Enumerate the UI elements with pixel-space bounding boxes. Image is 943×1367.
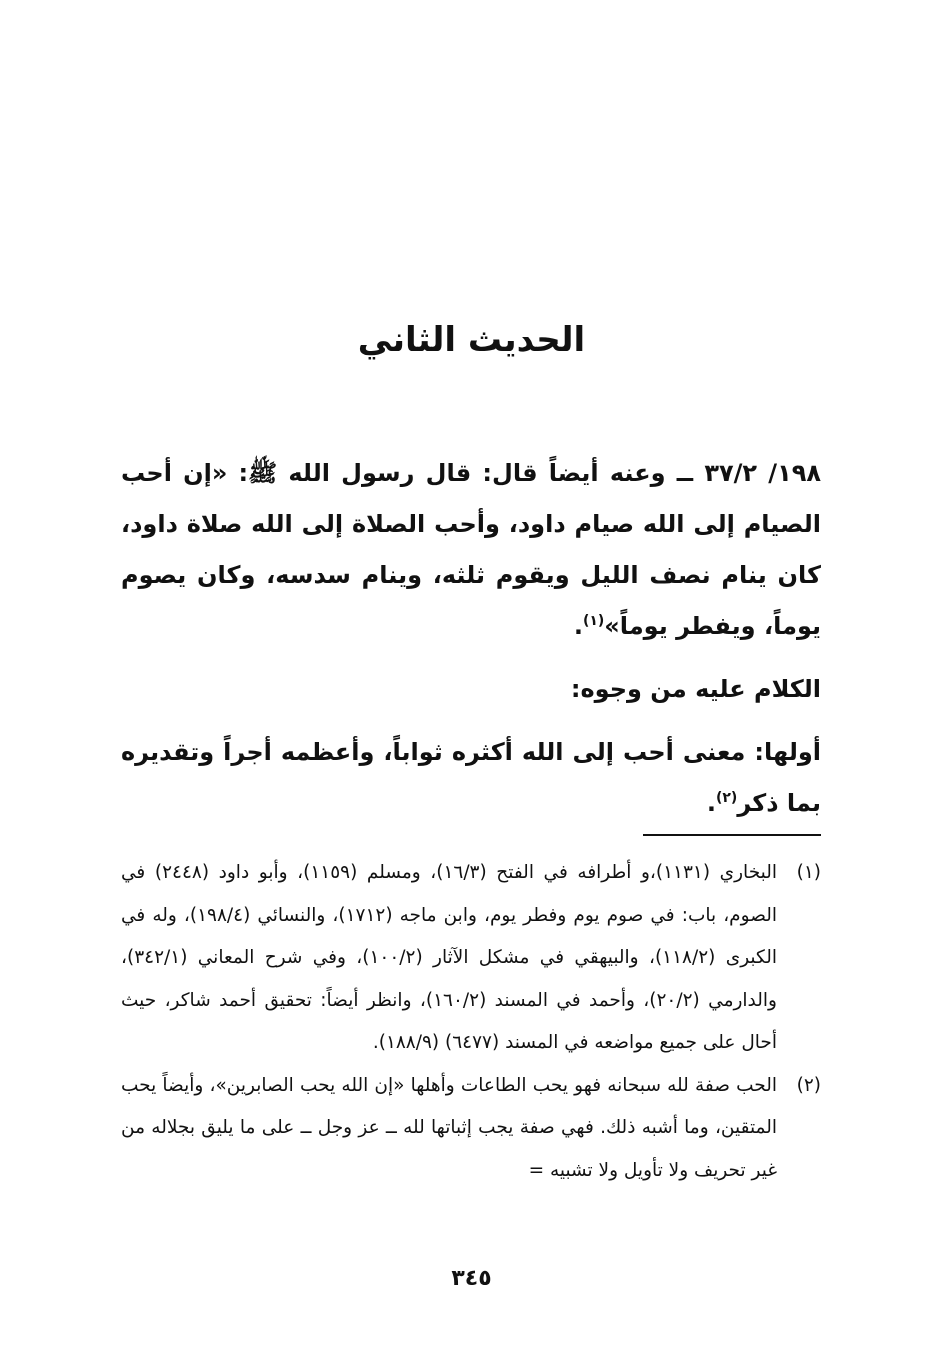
footnotes [121, 852, 821, 1192]
first-point-end: . [706, 789, 716, 817]
hadith-text: ١٩٨/ ٣٧/٢ ــ وعنه أيضاً قال: قال رسول الله ﷺ: «إن أحب الصيام إلى الله صيام داود، وأحب الصلاة إلى الله صلاة داود، كان ينام نصف الليل ويقوم ثلثه، وينام سدسه، وكان يصوم يوماً، ويفطر يوماً» [121, 459, 822, 640]
hadith-paragraph [121, 448, 821, 652]
discussion-intro: الكلام عليه من وجوه: [570, 675, 821, 703]
hadith-end: . [573, 612, 583, 640]
footnote-ref-2: (٢) [715, 790, 738, 806]
main-text [121, 448, 821, 829]
footnote-divider [643, 834, 821, 836]
section-heading: الحديث الثاني [357, 320, 586, 360]
footnote-number: (٢) [796, 1074, 821, 1096]
footnote-text: الحب صفة لله سبحانه فهو يحب الطاعات وأهلها «إن الله يحب الصابرين»، وأيضاً يحب المتقين، وما أشبه ذلك. فهي صفة يجب إثباتها لله ــ عز وجل ــ على ما يليق بجلاله من غير تحريف ولا تأويل ولا تشبيه = [121, 1074, 777, 1181]
footnote-ref-1: (١) [582, 613, 605, 629]
footnote-1 [121, 852, 821, 1065]
footnote-number: (١) [796, 862, 821, 883]
first-point-text: أولها: معنى أحب إلى الله أكثره ثواباً، وأعظمه أجراً وتقديره بما ذكر [121, 738, 821, 817]
footnote-2 [121, 1065, 821, 1193]
first-point-paragraph [121, 727, 821, 829]
page-number: ٣٤٥ [451, 1266, 492, 1291]
footnote-text: البخاري (١١٣١)،و أطرافه في الفتح (١٦/٣)، ومسلم (١١٥٩)، وأبو داود (٢٤٤٨) في الصوم، باب: في صوم يوم وفطر يوم، وابن ماجه (١٧١٢)، والنسائي (١٩٨/٤)، وله في الكبرى (١١٨/٢)، والبيهقي في مشكل الآثار (١٠٠/٢)، وفي شرح المعاني (٣٤٢/١)، والدارمي (٢٠/٢)، وأحمد في المسند (١٦٠/٢)، وانظر أيضاً: تحقيق أحمد شاكر، حيث أحال على جميع مواضعه في المسند (٦٤٧٧) (١٨٨/٩). [121, 862, 778, 1053]
